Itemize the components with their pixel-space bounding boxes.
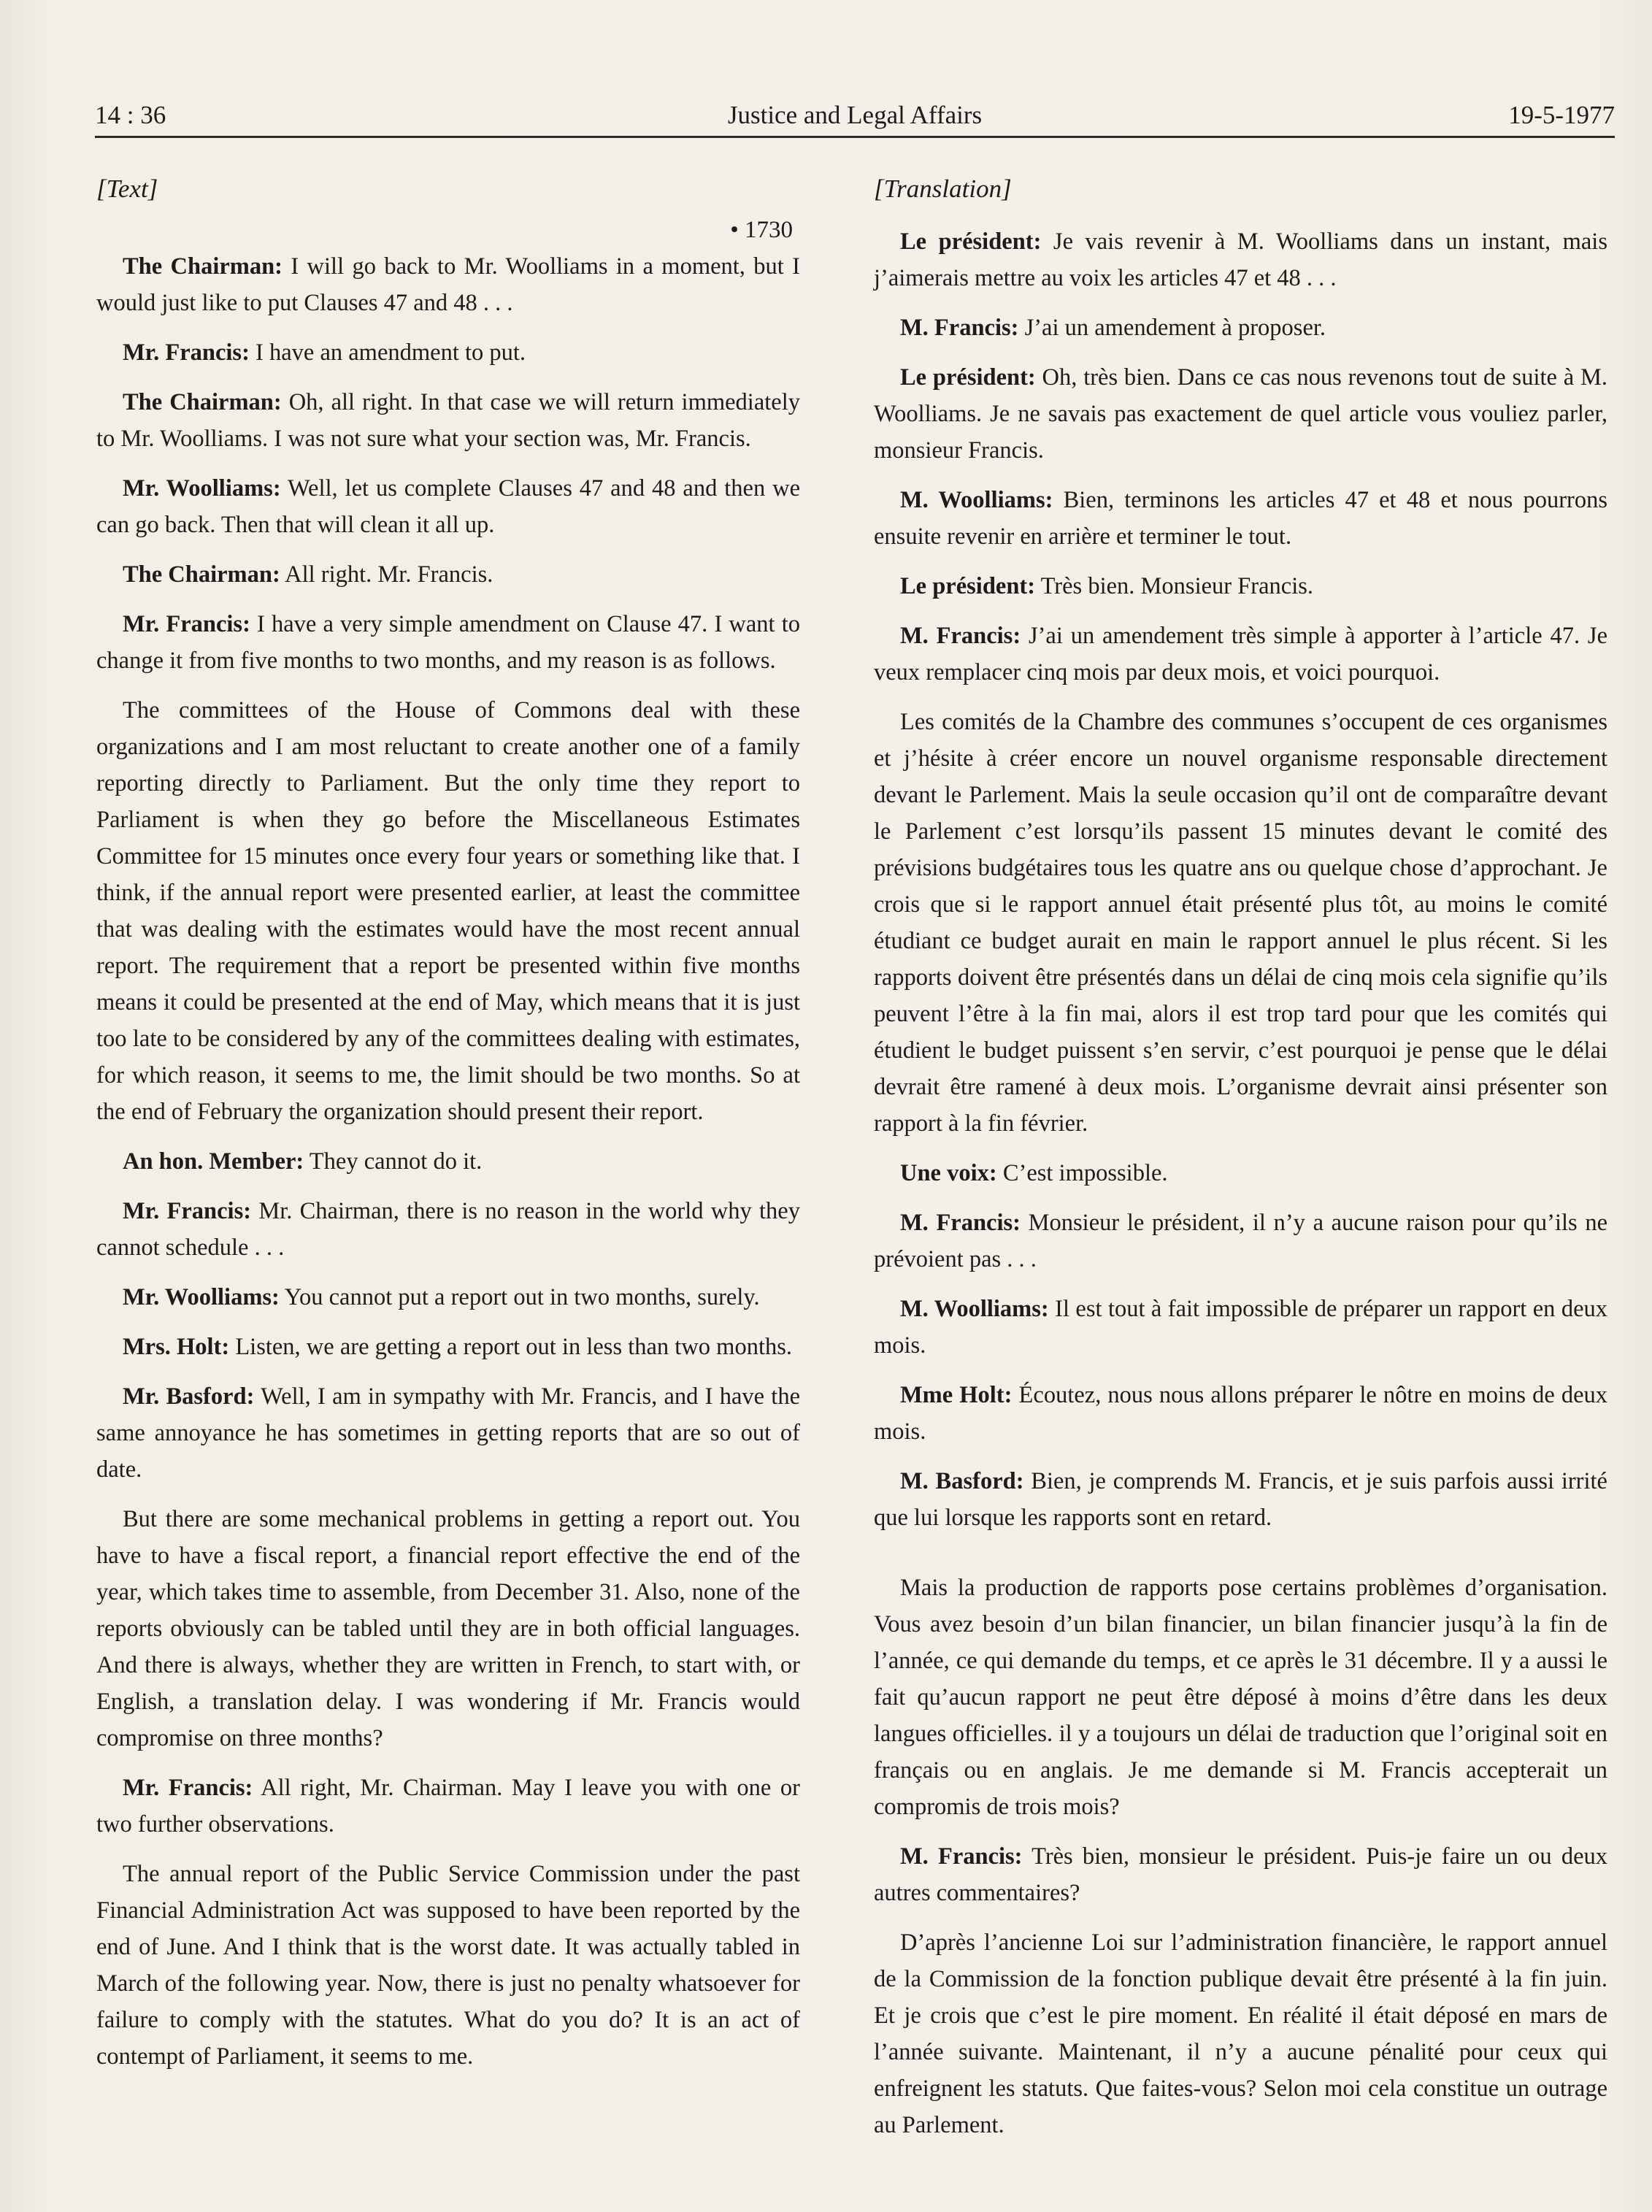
speech-text: Monsieur le président, il n’y a aucune raison pour qu’ils ne prévoient pas . . . (874, 1210, 1607, 1272)
speech-text: But there are some mechanical problems in getting a report out. You have to have a fiscal report, a financial report effective the end of the year, which takes time to assemble, from December 31. Also, none of the reports obviously can be tabled until they are in both official languages. And there is always, whether they are written in French, to start with, or English, a translation delay. I was wondering if Mr. Francis would compromise on three months? (96, 1506, 800, 1751)
speaker-name: Mr. Francis: (123, 1198, 252, 1224)
speaker-name: An hon. Member: (123, 1148, 304, 1175)
speech-paragraph (96, 1193, 800, 1266)
speech-paragraph (96, 1770, 800, 1843)
speaker-name: Mr. Basford: (123, 1383, 255, 1410)
speech-paragraph (96, 334, 800, 371)
speech-text: You cannot put a report out in two months, surely. (279, 1284, 760, 1310)
speech-text: Well, I am in sympathy with Mr. Francis, and I have the same annoyance he has sometimes in getting reports that are so out of date. (96, 1383, 800, 1483)
speech-paragraph (96, 470, 800, 543)
speaker-name: M. Francis: (900, 1210, 1021, 1236)
page-number: 14 : 36 (95, 101, 166, 129)
speaker-name: Mrs. Holt: (123, 1334, 230, 1360)
speech-text: J’ai un amendement très simple à apporter à l’article 47. Je veux remplacer cinq mois par deux mois, et voici pourquoi. (874, 623, 1607, 686)
speech-paragraph (96, 692, 800, 1130)
speaker-name: The Chairman: (123, 253, 283, 280)
speech-paragraph (874, 1924, 1607, 2143)
speech-paragraph (96, 384, 800, 457)
speech-text: Oh, très bien. Dans ce cas nous revenons tout de suite à M. Woolliams. Je ne savais pas exactement de quel article vous vouliez parler, monsieur Francis. (874, 364, 1607, 464)
speech-text: Bien, terminons les articles 47 et 48 et nous pourrons ensuite revenir en arrière et terminer le tout. (874, 487, 1607, 550)
speech-text: C’est impossible. (996, 1160, 1168, 1186)
speaker-name: Mr. Woolliams: (123, 1284, 280, 1310)
time-marker: • 1730 (730, 217, 793, 243)
speech-text: Mais la production de rapports pose certains problèmes d’organisation. Vous avez besoin d’un bilan financier, un bilan financier jusqu’à la fin de l’année, ce qui demande du temps, et ce après le 31 décembre. Il y a aussi le fait qu’aucun rapport ne peut être déposé à moins d’être dans les deux langues officielles. il y a toujours un délai de traduction que l’original soit en français ou en anglais. Je me demande si M. Francis accepterait un compromis de trois mois? (874, 1575, 1607, 1820)
header-date: 19-5-1977 (1508, 101, 1615, 129)
speech-paragraph (96, 1501, 800, 1756)
speaker-name: Mr. Francis: (123, 611, 250, 637)
speech-paragraph (874, 359, 1607, 469)
speaker-name: The Chairman: (123, 561, 280, 588)
speech-text: I will go back to Mr. Woolliams in a moment, but I would just like to put Clauses 47 and 48 . . . (96, 253, 800, 316)
speech-paragraph (874, 482, 1607, 555)
speech-paragraph (874, 1205, 1607, 1278)
speech-paragraph (96, 248, 800, 321)
speech-paragraph (874, 310, 1607, 346)
speaker-name: M. Francis: (900, 315, 1019, 341)
speech-text: Il est tout à fait impossible de préparer un rapport en deux mois. (874, 1296, 1607, 1359)
speech-paragraph (96, 556, 800, 593)
speech-text: D’après l’ancienne Loi sur l’administration financière, le rapport annuel de la Commission de la fonction publique devait être présenté à la fin juin. Et je crois que c’est le pire moment. En réalité il était déposé en mars de l’année suivante. Maintenant, il n’y a aucune pénalité pour ceux qui enfreignent les statuts. Que faites-vous? Selon moi cela constitue un outrage au Parlement. (874, 1929, 1607, 2138)
speech-paragraph (874, 704, 1607, 1142)
header-rule (95, 136, 1615, 138)
speaker-name: The Chairman: (123, 389, 282, 415)
speech-text: I have an amendment to put. (249, 339, 526, 366)
running-title: Justice and Legal Affairs (727, 101, 983, 129)
speech-paragraph (96, 1856, 800, 2075)
speech-paragraph (874, 1291, 1607, 1364)
speech-text: The committees of the House of Commons deal with these organizations and I am most reluctant to create another one of a family reporting directly to Parliament. But the only time they report to Parliament is when they go before the Miscellaneous Estimates Committee for 15 minutes once every four years or something like that. I think, if the annual report were presented earlier, at least the committee that was dealing with the estimates would have the most recent annual report. The requirement that a report be presented within five months means it could be presented at the end of May, which means that it is just too late to be considered by any of the committees dealing with estimates, for which reason, it seems to me, the limit should be two months. So at the end of February the organization should present their report. (96, 697, 800, 1125)
speaker-name: M. Woolliams: (900, 487, 1053, 513)
speech-text: Très bien. Monsieur Francis. (1035, 573, 1314, 599)
speech-paragraph (874, 1463, 1607, 1536)
speech-text: Mr. Chairman, there is no reason in the world why they cannot schedule . . . (96, 1198, 800, 1261)
speaker-name: Une voix: (900, 1160, 997, 1186)
speech-paragraph (96, 606, 800, 679)
speaker-name: Mr. Francis: (123, 339, 250, 366)
speech-text: Well, let us complete Clauses 47 and 48 and then we can go back. Then that will clean it all up. (96, 475, 800, 538)
column-label: [Text] (96, 174, 158, 203)
english-column (96, 171, 800, 2088)
speaker-name: M. Basford: (900, 1468, 1024, 1494)
speaker-name: Mr. Woolliams: (123, 475, 281, 502)
speech-text: Les comités de la Chambre des communes s’occupent de ces organismes et j’hésite à créer encore un nouvel organisme responsable directement devant le Parlement. Mais la seule occasion qu’il ont de comparaître devant le Parlement c’est lorsqu’ils passent 15 minutes devant le comité des prévisions budgétaires tous les quatre ans ou quelque chose d’approchant. Je crois que si le rapport annuel était présenté plus tôt, au moins le comité étudiant ce budget aurait en main le rapport annuel le plus récent. Si les rapports doivent être présentés dans un délai de cinq mois cela signifie qu’ils peuvent l’être à la fin mai, alors il est trop tard pour que les comités qui étudient le budget puissent s’en servir, c’est pourquoi je pense que le délai devrait être ramené à deux mois. L’organisme devrait ainsi présenter son rapport à la fin février. (874, 709, 1607, 1137)
speech-paragraph (96, 1143, 800, 1180)
speaker-name: Mme Holt: (900, 1382, 1013, 1408)
speech-text: All right, Mr. Chairman. May I leave you with one or two further observations. (96, 1775, 800, 1837)
speech-paragraph (96, 1279, 800, 1316)
speech-paragraph (96, 1378, 800, 1488)
speech-text: The annual report of the Public Service Commission under the past Financial Administration Act was supposed to have been reported by the end of June. And I think that is the worst date. It was actually tabled in March of the following year. Now, there is just no penalty whatsoever for failure to comply with the statutes. What do you do? It is an act of contempt of Parliament, it seems to me. (96, 1861, 800, 2070)
speech-paragraph (874, 1838, 1607, 1911)
speech-paragraph (874, 568, 1607, 604)
speech-text: I have a very simple amendment on Clause 47. I want to change it from five months to two months, and my reason is as follows. (96, 611, 800, 674)
speaker-name: M. Francis: (900, 1843, 1023, 1870)
speaker-name: Le président: (900, 229, 1042, 255)
speech-text: They cannot do it. (304, 1148, 483, 1175)
speech-paragraph (874, 618, 1607, 691)
speaker-name: M. Francis: (900, 623, 1021, 649)
speech-text: Oh, all right. In that case we will return immediately to Mr. Woolliams. I was not sure what your section was, Mr. Francis. (96, 389, 800, 452)
speaker-name: M. Woolliams: (900, 1296, 1049, 1322)
speech-paragraph (874, 223, 1607, 296)
speaker-name: Le président: (900, 573, 1036, 599)
french-column (874, 171, 1607, 2157)
speech-text: Écoutez, nous nous allons préparer le nôtre en moins de deux mois. (874, 1382, 1607, 1445)
speaker-name: Le président: (900, 364, 1036, 391)
speech-paragraph (96, 1329, 800, 1365)
speech-text: All right. Mr. Francis. (280, 561, 493, 588)
speech-paragraph (874, 1155, 1607, 1191)
page-header (95, 101, 1615, 136)
speech-text: Je vais revenir à M. Woolliams dans un instant, mais j’aimerais mettre au voix les articles 47 et 48 . . . (874, 229, 1607, 291)
speech-text: J’ai un amendement à proposer. (1018, 315, 1326, 341)
speech-text: Bien, je comprends M. Francis, et je suis parfois aussi irrité que lui lorsque les rapports sont en retard. (874, 1468, 1607, 1531)
speech-paragraph (874, 1377, 1607, 1450)
column-label: [Translation] (874, 174, 1012, 203)
speech-text: Listen, we are getting a report out in less than two months. (229, 1334, 793, 1360)
paragraph-spacer (874, 1549, 1607, 1570)
speaker-name: Mr. Francis: (123, 1775, 253, 1801)
speech-paragraph (874, 1570, 1607, 1825)
speech-text: Très bien, monsieur le président. Puis-je faire un ou deux autres commentaires? (874, 1843, 1608, 1906)
